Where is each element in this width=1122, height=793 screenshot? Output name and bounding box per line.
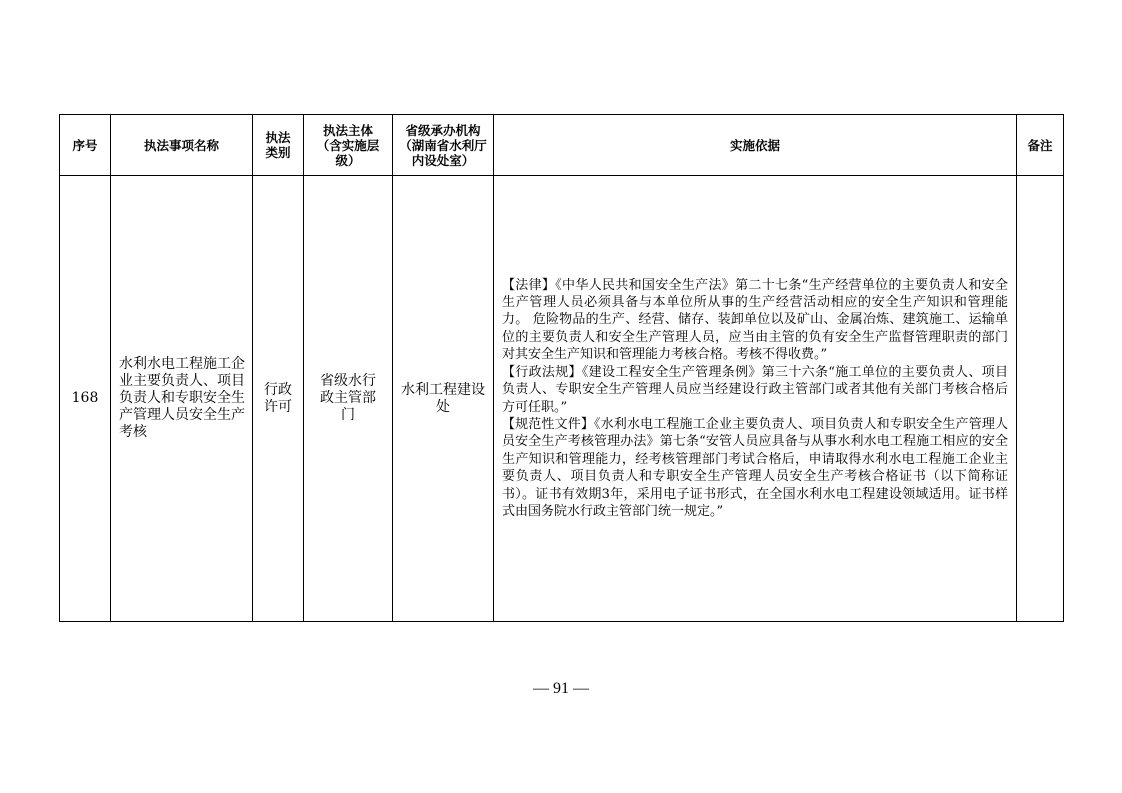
cell-remark (1017, 176, 1064, 622)
header-item-name: 执法事项名称 (111, 115, 253, 176)
page-number: — 91 — (533, 680, 589, 697)
header-category: 执法类别 (253, 115, 304, 176)
cell-item-name: 水利水电工程施工企业主要负责人、项目负责人和专职安全生产管理人员安全生产考核 (111, 176, 253, 622)
table-header-row (60, 115, 1064, 176)
header-office: 省级承办机构（湖南省水利厅内设处室） (393, 115, 494, 176)
cell-category: 行政许可 (253, 176, 304, 622)
cell-subject: 省级水行政主管部门 (304, 176, 393, 622)
cell-seq: 168 (60, 176, 111, 622)
cell-basis (494, 176, 1017, 622)
cell-office: 水利工程建设处 (393, 176, 494, 622)
enforcement-items-table (59, 114, 1064, 622)
table-row (60, 176, 1064, 622)
basis-regulation: 【行政法规】《建设工程安全生产管理条例》第三十六条“施工单位的主要负责人、项目负责人、专职安全生产管理人员应当经建设行政主管部门或者其他有关部门考核合格后方可任职。” (502, 364, 1008, 415)
basis-normative-document: 【规范性文件】《水利水电工程施工企业主要负责人、项目负责人和专职安全生产管理人员安全生产考核管理办法》第七条“安管人员应具备与从事水利水电工程施工相应的安全生产知识和管理能力，经考核管理部门考试合格后，申请取得水利水电工程施工企业主要负责人、项目负责人和专职安全生产管理人员安全生产考核合格证书（以下简称证书）。证书有效期3年，采用电子证书形式，在全国水利水电工程建设领域适用。证书样式由国务院水行政主管部门统一规定。” (502, 416, 1008, 519)
header-seq: 序号 (60, 115, 111, 176)
basis-law: 【法律】《中华人民共和国安全生产法》第二十七条“生产经营单位的主要负责人和安全生产管理人员必须具备与本单位所从事的生产经营活动相应的安全生产知识和管理能力。 危险物品的生产、经营、储存、装卸单位以及矿山、金属冶炼、建筑施工、运输单位的主要负责人和安全生产管理人员，应当由主管的负有安全生产监督管理职责的部门对其安全生产知识和管理能力考核合格。考核不得收费。” (502, 277, 1008, 363)
header-remark: 备注 (1017, 115, 1064, 176)
header-basis: 实施依据 (494, 115, 1017, 176)
header-subject: 执法主体（含实施层级） (304, 115, 393, 176)
